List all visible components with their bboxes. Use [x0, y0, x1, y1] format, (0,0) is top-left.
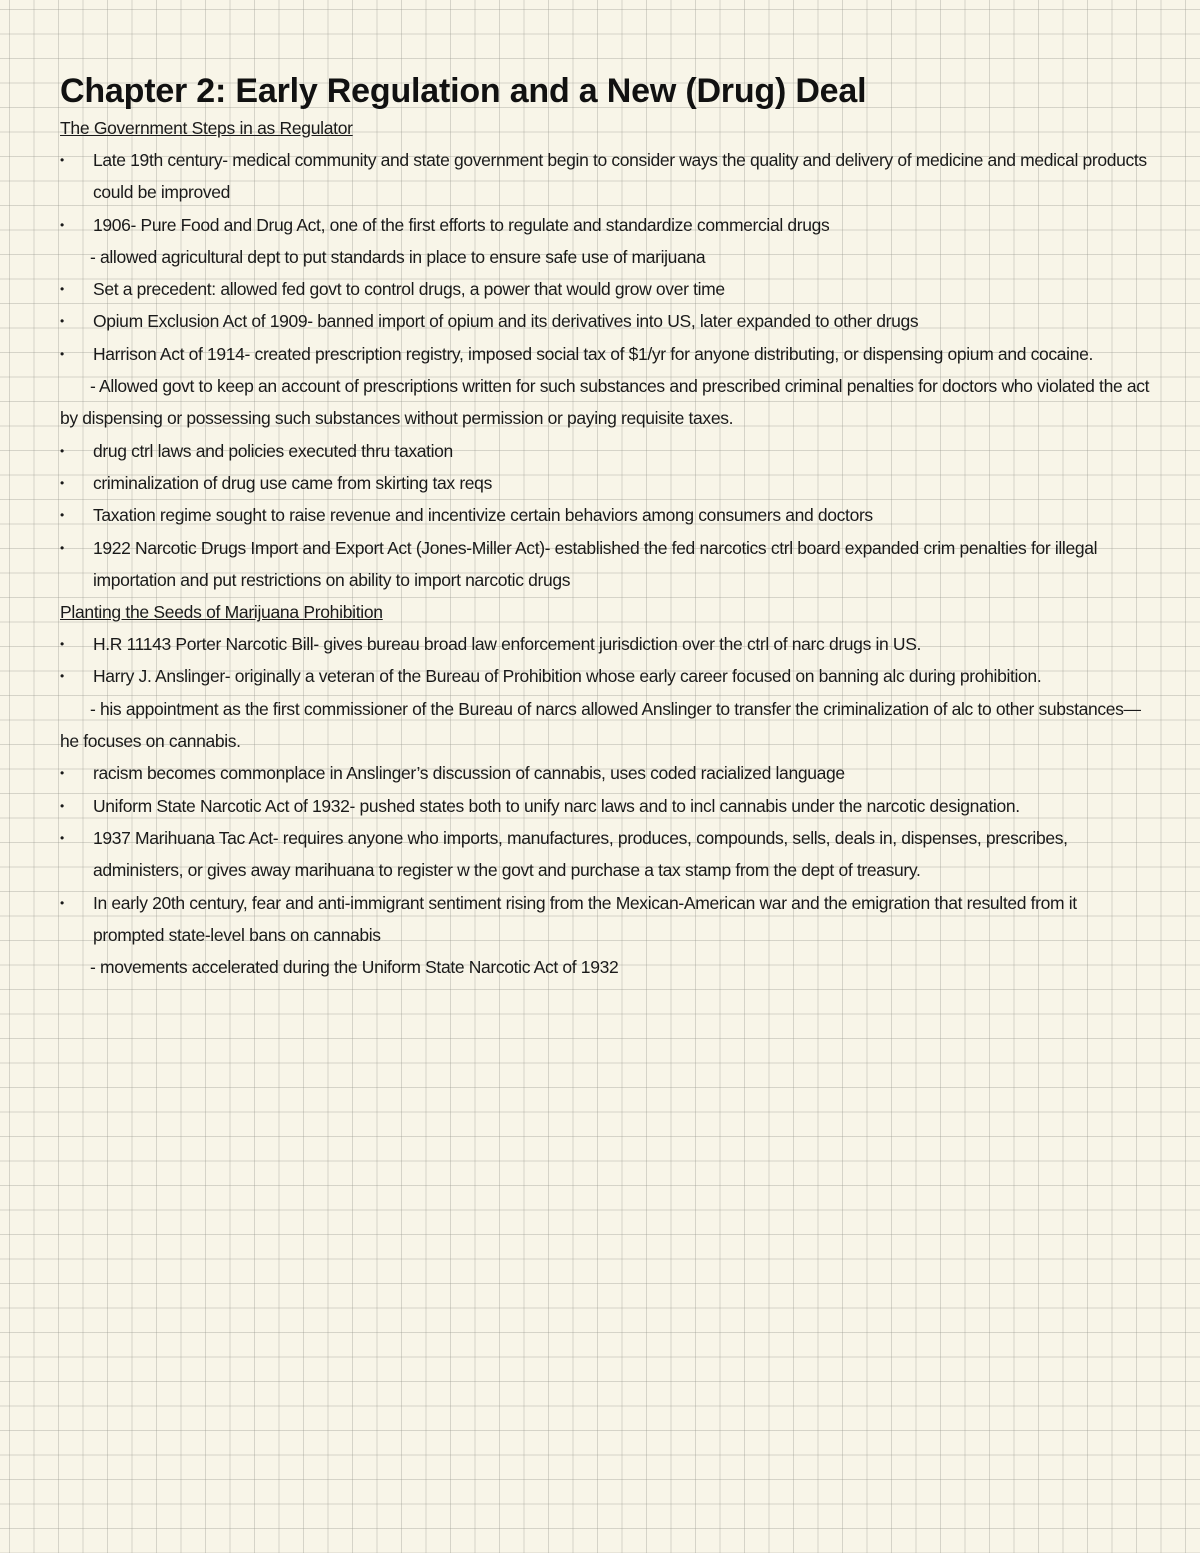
- bullet-icon: •: [60, 895, 64, 910]
- bullet-icon: •: [60, 766, 64, 781]
- bullet-icon: •: [60, 475, 64, 490]
- section-heading-prohibition: Planting the Seeds of Marijuana Prohibition: [60, 602, 383, 623]
- list-item: [60, 628, 1150, 660]
- bullet-icon: •: [60, 153, 64, 167]
- list-item-text: Late 19th century- medical community and state government begin to consider ways the quality and delivery of medicine and medical products could be improved: [93, 150, 1147, 203]
- list-item: [60, 499, 1150, 531]
- list-item-text: racism becomes commonplace in Anslinger’s discussion of cannabis, uses coded racialized language: [93, 763, 845, 784]
- list-item-text: drug ctrl laws and policies executed thru taxation: [93, 440, 453, 461]
- bullet-icon: •: [60, 830, 64, 845]
- list-item-text: 1937 Marihuana Tac Act- requires anyone who imports, manufactures, produces, compounds, sells, deals in, dispenses, prescribes, administers, or gives away marihuana to register w the govt and purchase a tax stamp from the dept of treasury.: [93, 827, 1068, 881]
- list-item: [60, 790, 1150, 822]
- list-item-text: criminalization of drug use came from skirting tax reqs: [93, 472, 492, 493]
- list-item-text: Opium Exclusion Act of 1909- banned import of opium and its derivatives into US, later expanded to other drugs: [93, 311, 919, 332]
- list-item-text: 1906- Pure Food and Drug Act, one of the first efforts to regulate and standardize commercial drugs: [93, 214, 830, 235]
- bullet-icon: •: [60, 282, 64, 297]
- bullet-icon: •: [60, 508, 64, 523]
- list-item: [60, 757, 1150, 789]
- sub-note: - allowed agricultural dept to put standards in place to ensure safe use of marijuana: [90, 246, 706, 267]
- bullet-icon: •: [60, 540, 64, 555]
- list-item: [60, 273, 1150, 305]
- list-item-text: Set a precedent: allowed fed govt to control drugs, a power that would grow over time: [93, 279, 725, 300]
- list-item-text: Taxation regime sought to raise revenue and incentivize certain behaviors among consumers and doctors: [93, 505, 873, 526]
- bullet-list: [60, 273, 1150, 370]
- bullet-icon: •: [60, 217, 64, 232]
- bullet-icon: •: [60, 637, 64, 652]
- bullet-list: [60, 757, 1150, 951]
- list-item: [60, 822, 1150, 887]
- list-item: [60, 338, 1150, 370]
- list-item: [60, 532, 1150, 597]
- list-item: [60, 435, 1150, 467]
- sub-note: - movements accelerated during the Uniform State Narcotic Act of 1932: [90, 957, 619, 978]
- list-item-text: In early 20th century, fear and anti-immigrant sentiment rising from the Mexican-American war and the emigration that resulted from it prompted state-level bans on cannabis: [93, 892, 1077, 945]
- bullet-list: [60, 144, 1150, 241]
- bullet-icon: •: [60, 669, 64, 684]
- list-item-text: Harrison Act of 1914- created prescription registry, imposed social tax of $1/yr for anyone distributing, or dispensing opium and cocaine.: [93, 343, 1093, 364]
- bullet-icon: •: [60, 443, 64, 458]
- page-title: Chapter 2: Early Regulation and a New (Drug) Deal: [60, 72, 867, 110]
- bullet-list: [60, 628, 1150, 693]
- section-heading-regulator: The Government Steps in as Regulator: [60, 118, 353, 138]
- sub-note: - Allowed govt to keep an account of prescriptions written for such substances and prescribed criminal penalties for doctors who violated the act by dispensing or possessing such substances without permission or paying requisite taxes.: [60, 376, 1150, 429]
- list-item-text: Uniform State Narcotic Act of 1932- pushed states both to unify narc laws and to incl cannabis under the narcotic designation.: [93, 795, 1020, 816]
- list-item: [60, 887, 1150, 952]
- bullet-icon: •: [60, 314, 64, 329]
- list-item-text: Harry J. Anslinger- originally a veteran of the Bureau of Prohibition whose early career focused on banning alc during prohibition.: [93, 666, 1042, 687]
- list-item: [60, 467, 1150, 499]
- list-item-text: 1922 Narcotic Drugs Import and Export Act (Jones-Miller Act)- established the fed narcotics ctrl board expanded crim penalties for illegal importation and put restrictions on ability to import narcotic drugs: [93, 537, 1098, 590]
- list-item-text: H.R 11143 Porter Narcotic Bill- gives bureau broad law enforcement jurisdiction over the ctrl of narc drugs in US.: [93, 634, 922, 655]
- bullet-list: [60, 435, 1150, 596]
- bullet-icon: •: [60, 346, 64, 361]
- list-item: [60, 209, 1150, 241]
- sub-note: - his appointment as the first commissioner of the Bureau of narcs allowed Anslinger to transfer the criminalization of alc to other substances— he focuses on cannabis.: [60, 698, 1141, 752]
- list-item: [60, 660, 1150, 692]
- list-item: [60, 305, 1150, 337]
- list-item: [60, 144, 1150, 209]
- bullet-icon: •: [60, 798, 64, 813]
- notes-page: [60, 70, 1150, 983]
